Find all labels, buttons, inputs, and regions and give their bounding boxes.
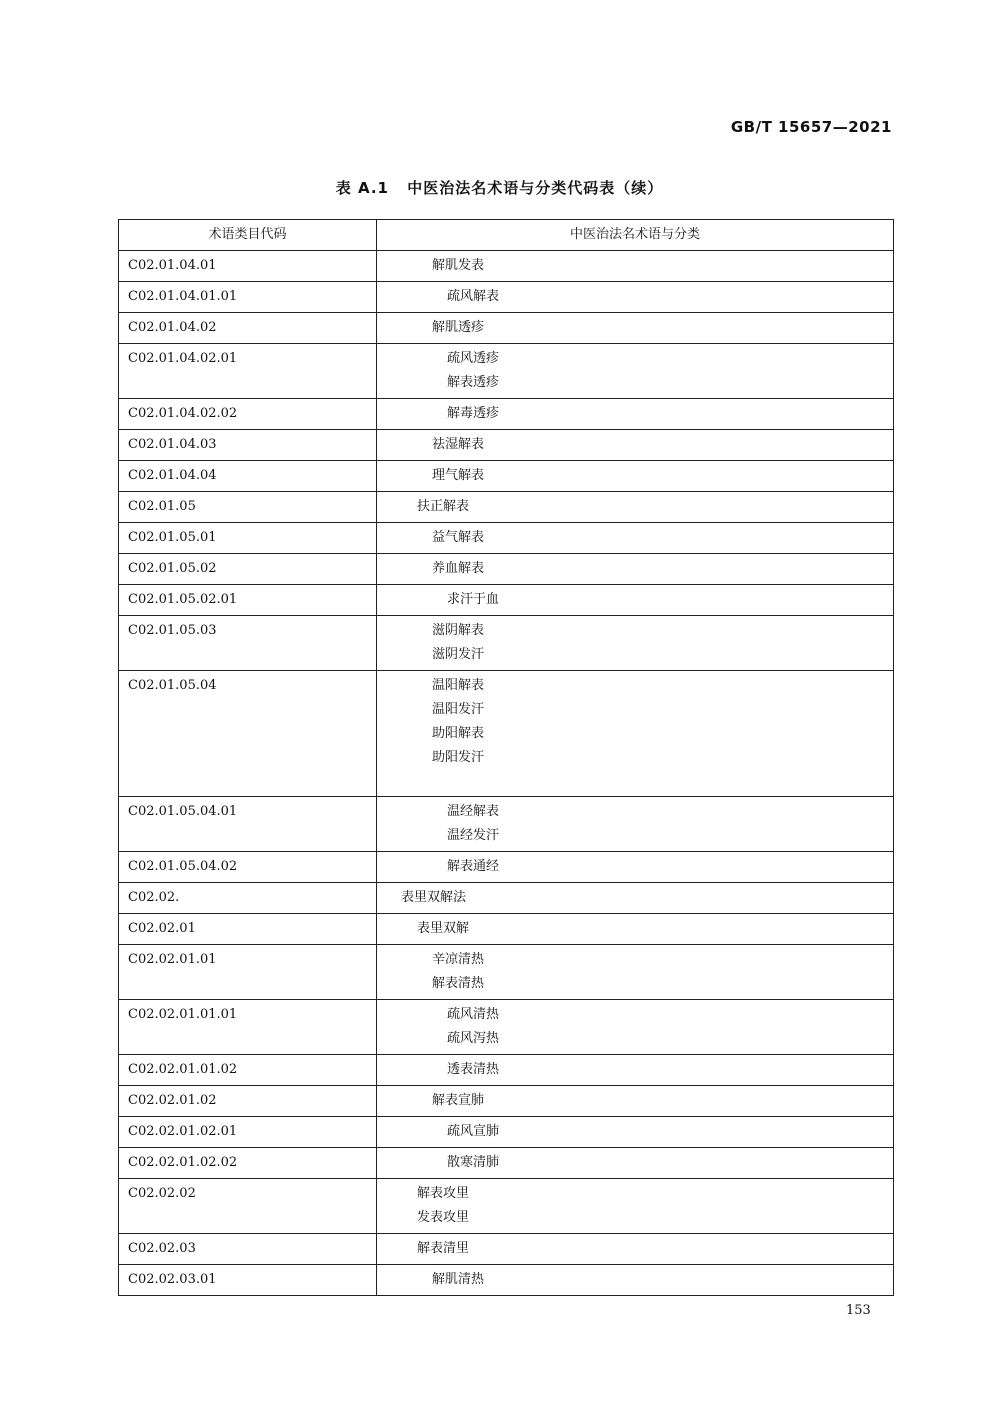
table-row [119,430,894,461]
category-code-cell: C02.02. [119,883,377,914]
category-code-cell: C02.01.05.02.01 [119,585,377,616]
category-code-cell: C02.01.04.03 [119,430,377,461]
term-name: 解表清热 [432,976,485,991]
term-cell [377,282,894,313]
table-caption-title: 中医治法名术语与分类代码表（续） [407,179,664,197]
term-name: 温经发汗 [447,828,500,843]
term-name: 解毒透疹 [447,406,500,421]
table-row [119,1000,894,1055]
term-name: 扶正解表 [417,499,470,514]
term-name: 温阳发汗 [432,702,485,717]
category-code-cell: C02.01.05 [119,492,377,523]
table-row [119,461,894,492]
term-cell [377,554,894,585]
column-header-code: 术语类目代码 [119,220,377,251]
term-name: 疏风透疹 [447,351,500,366]
table-caption-label: 表 A.1 [335,179,389,197]
table-row [119,945,894,1000]
term-name: 解肌发表 [432,258,485,273]
category-code-cell: C02.02.01 [119,914,377,945]
term-name: 辛凉清热 [432,952,485,967]
term-name: 助阳发汗 [432,750,485,765]
term-name: 温阳解表 [432,678,485,693]
term-name: 滋阴解表 [432,623,485,638]
category-code-cell: C02.02.01.01.01 [119,1000,377,1055]
term-cell [377,616,894,671]
table-row [119,914,894,945]
category-code-cell: C02.01.05.04.01 [119,797,377,852]
table-row [119,1086,894,1117]
term-name: 养血解表 [432,561,485,576]
term-cell [377,945,894,1000]
term-name: 疏风解表 [447,289,500,304]
category-code-cell: C02.02.01.02.02 [119,1148,377,1179]
category-code-cell: C02.01.05.02 [119,554,377,585]
term-cell [377,430,894,461]
category-code-cell: C02.01.04.02 [119,313,377,344]
table-row [119,797,894,852]
term-cell [377,1055,894,1086]
term-name: 益气解表 [432,530,485,545]
category-code-cell: C02.01.04.02.02 [119,399,377,430]
category-code-cell: C02.02.01.02 [119,1086,377,1117]
category-code-cell: C02.01.04.02.01 [119,344,377,399]
category-code-cell: C02.02.02 [119,1179,377,1234]
category-code-cell: C02.01.05.03 [119,616,377,671]
table-body [119,251,894,1296]
term-cell [377,797,894,852]
term-cell [377,914,894,945]
term-name: 解表攻里 [417,1186,470,1201]
table-row [119,1265,894,1296]
term-cell [377,852,894,883]
term-cell [377,461,894,492]
term-name: 助阳解表 [432,726,485,741]
column-header-term: 中医治法名术语与分类 [377,220,894,251]
term-cell [377,1234,894,1265]
term-cell [377,883,894,914]
term-cell [377,1086,894,1117]
term-name: 疏风宣肺 [447,1124,500,1139]
term-name: 发表攻里 [417,1210,470,1225]
term-cell [377,1000,894,1055]
table-row [119,492,894,523]
term-name: 解肌透疹 [432,320,485,335]
term-name: 理气解表 [432,468,485,483]
term-name: 解肌清热 [432,1272,485,1287]
table-row [119,554,894,585]
table-row [119,282,894,313]
term-cell [377,399,894,430]
term-name: 解表宣肺 [432,1093,485,1108]
term-cell [377,523,894,554]
category-code-cell: C02.02.01.01 [119,945,377,1000]
category-code-cell: C02.01.04.01 [119,251,377,282]
table-row [119,852,894,883]
term-cell [377,1148,894,1179]
term-cell [377,585,894,616]
category-code-cell: C02.02.03.01 [119,1265,377,1296]
table-row [119,585,894,616]
category-code-cell: C02.01.04.04 [119,461,377,492]
term-name: 解表清里 [417,1241,470,1256]
category-code-cell: C02.02.03 [119,1234,377,1265]
term-cell [377,671,894,797]
table-row [119,313,894,344]
term-cell [377,1117,894,1148]
table-row [119,251,894,282]
term-name: 滋阴发汗 [432,647,485,662]
standard-number: GB/T 15657—2021 [730,118,892,136]
term-cell [377,492,894,523]
table-caption [0,177,999,198]
term-name: 散寒清肺 [447,1155,500,1170]
term-name: 疏风清热 [447,1007,500,1022]
category-code-cell: C02.01.05.04 [119,671,377,797]
term-name: 解表通经 [447,859,500,874]
term-name: 透表清热 [447,1062,500,1077]
table-row [119,1055,894,1086]
table-row [119,523,894,554]
term-name: 表里双解法 [401,890,467,905]
term-name: 温经解表 [447,804,500,819]
table-row [119,671,894,797]
category-code-cell: C02.01.04.01.01 [119,282,377,313]
term-name: 疏风泻热 [447,1031,500,1046]
term-name: 求汗于血 [447,592,500,607]
term-name: 表里双解 [417,921,470,936]
term-name: 解表透疹 [447,375,500,390]
table-row [119,1179,894,1234]
table-row [119,883,894,914]
term-name: 祛湿解表 [432,437,485,452]
category-code-cell: C02.01.05.01 [119,523,377,554]
table-row [119,1234,894,1265]
term-cell [377,251,894,282]
table-row [119,399,894,430]
table-row [119,1148,894,1179]
table-row [119,616,894,671]
term-cell [377,1179,894,1234]
category-code-cell: C02.02.01.01.02 [119,1055,377,1086]
table-row [119,344,894,399]
term-cell [377,313,894,344]
term-cell [377,1265,894,1296]
category-code-cell: C02.02.01.02.01 [119,1117,377,1148]
table-header-row [119,220,894,251]
table-row [119,1117,894,1148]
category-code-cell: C02.01.05.04.02 [119,852,377,883]
classification-code-table [118,219,894,1296]
page-number: 153 [846,1303,871,1318]
term-cell [377,344,894,399]
